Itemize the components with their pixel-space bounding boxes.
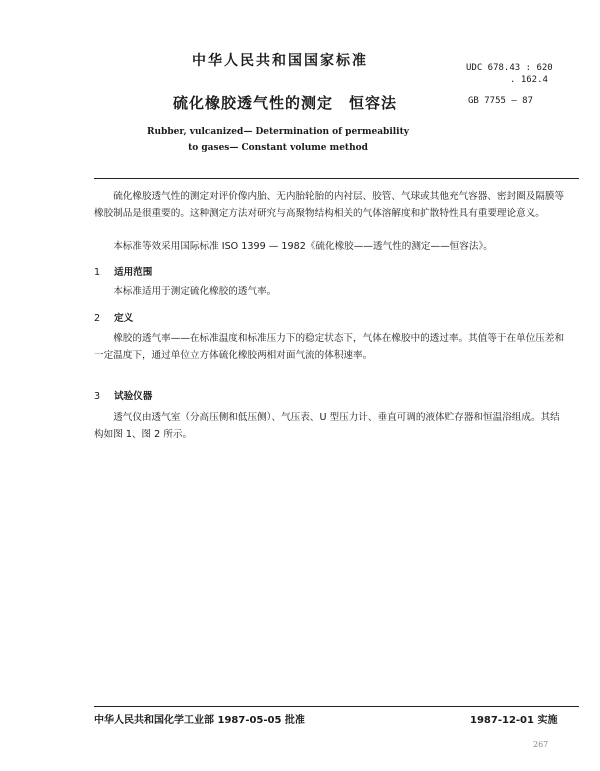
section-title: 定义 — [114, 313, 134, 324]
footer-divider — [94, 706, 579, 707]
approval-line: 中华人民共和国化学工业部 1987-05-05 批准 — [94, 715, 305, 726]
section-1-body: 本标准适用于测定硫化橡胶的透气率。 — [113, 286, 277, 297]
intro-paragraph-1: 硫化橡胶透气性的测定对评价像内胎、无内胎轮胎的内衬层、胶管、气球或其他充气容器、密封圈及隔膜等橡胶制品是很重要的。这种测定方法对研究与高聚物结构相关的气体溶解度和扩散特性具有重要理论意义。 — [94, 191, 565, 219]
section-1-heading — [94, 264, 152, 278]
national-standard-heading: 中华人民共和国国家标准 — [192, 53, 368, 69]
header-divider — [94, 178, 579, 179]
section-title: 适用范围 — [114, 267, 153, 278]
section-number: 2 — [94, 313, 101, 324]
gb-number: GB 7755 — 87 — [468, 96, 534, 106]
udc-line-2: . 162.4 — [510, 75, 548, 85]
udc-line-1: UDC 678.43 : 620 — [466, 63, 553, 73]
section-2-body: 橡胶的透气率——在标准温度和标准压力下的稳定状态下，气体在橡胶中的透过率。其值等于在单位压差和一定温度下，通过单位立方体硫化橡胶两相对面气流的体积速率。 — [94, 333, 565, 361]
document-title: 硫化橡胶透气性的测定 恒容法 — [172, 94, 397, 112]
section-2-heading — [94, 310, 133, 324]
udc-classification — [466, 62, 553, 86]
english-title-line-2: to gases— Constant volume method — [188, 143, 368, 153]
english-title-line-1: Rubber, vulcanized— Determination of permeability — [147, 127, 409, 137]
section-3-heading — [94, 388, 152, 402]
intro-paragraph-2: 本标准等效采用国际标准 ISO 1399 — 1982《硫化橡胶——透气性的测定——恒容法》。 — [113, 241, 493, 252]
implementation-date: 1987-12-01 实施 — [470, 715, 558, 726]
section-number: 1 — [94, 267, 101, 278]
section-3-body: 透气仪由透气室（分高压侧和低压侧）、气压表、U 型压力计、垂直可调的液体贮存器和恒温浴组成。其结构如图 1、图 2 所示。 — [94, 412, 560, 440]
section-number: 3 — [94, 391, 101, 402]
section-title: 试验仪器 — [114, 391, 153, 402]
page-number: 267 — [533, 740, 549, 749]
